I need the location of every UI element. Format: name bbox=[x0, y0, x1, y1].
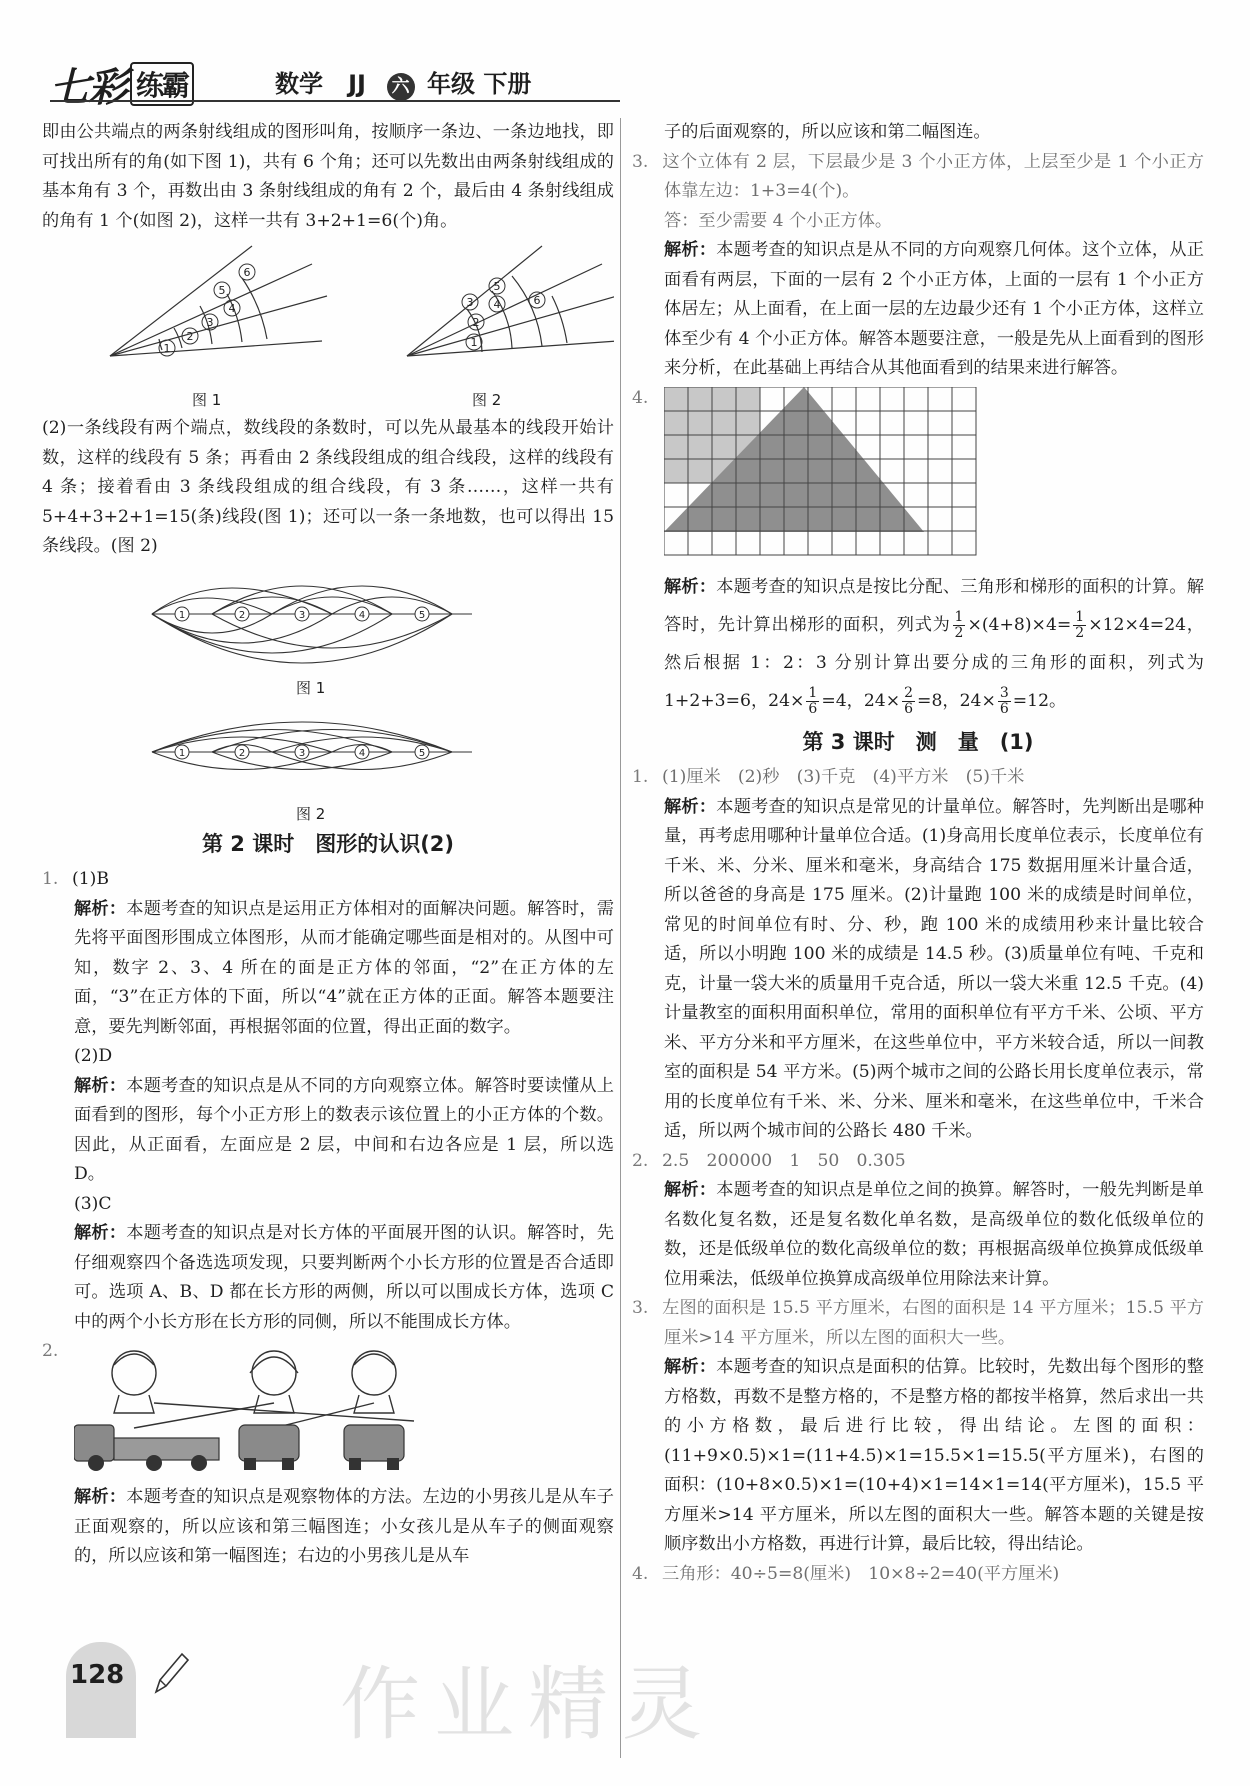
svg-text:1: 1 bbox=[470, 336, 478, 349]
answer-1c: (3)C bbox=[74, 1193, 112, 1214]
measure-analysis-3: 本题考查的知识点是面积的估算。比较时，先数出每个图形的整方格数，再数不是整方格的，不是整方格的都按半格算，然后求出一共的小方格数，最后进行比较，得出结论。左图的面积：(11+9×0.5)×1=(11+4.5)×1=15.5×1=15.5(平方厘米)，右图的面积：(10+8×0.5)×1=(10+4)×1=14×1=14(平方厘米)，15.5 平方厘米>14 平方厘米，所以左图的面积大一些。解答本题的关键是按顺序数出小方格数，再进行计算，最后比较，得出结论。 bbox=[664, 1357, 1204, 1554]
truck-observation-illustration bbox=[74, 1343, 614, 1473]
measure-question-2 bbox=[632, 1147, 1204, 1295]
segment-figure-caption-1: 图 1 bbox=[296, 678, 326, 697]
svg-text:2: 2 bbox=[472, 316, 480, 329]
left-column bbox=[42, 118, 614, 1572]
page-number-badge bbox=[66, 1642, 136, 1738]
svg-text:1: 1 bbox=[178, 609, 186, 621]
measure-analysis-1: 本题考查的知识点是常见的计量单位。解答时，先判断出是哪种量，再考虑用哪种计量单位合适。(1)身高用长度单位表示，长度单位有千米、米、分米、厘米和毫米，身高结合 175 数据用厘米计量合适，所以爸爸的身高是 175 厘米。(2)计量跑 100 米的成绩是时间单位，常见的时间单位有时、分、秒，跑 100 米的成绩用秒来计量比较合适，所以小明跑 100 米的成绩是 14.5 秒。(3)质量单位有吨、千克和克，计量一袋大米的质量用千克合适，所以一袋大米重 12.5 千克。(4)计量教室的面积用面积单位，常用的面积单位有平方千米、公顷、平方米、平方分米和平方厘米，在这些单位中，平方米较合适，所以一间教室的面积是 54 平方米。(5)两个城市之间的公路长用长度单位表示，常用的长度单位有千米、米、分米、厘米和毫米，在这些单位中，千米合适，所以两个城市间的公路长 480 千米。 bbox=[664, 796, 1204, 1141]
segment-diagram bbox=[42, 562, 614, 822]
analysis-4-part-a: 本题考查的知识点是按比分配、三角形和梯形的面积的计算。解答时，先计算出梯形的面积，列式为 bbox=[664, 576, 1204, 635]
question-number: 4. bbox=[632, 1563, 649, 1584]
fraction-one-half: $\frac{1}{2}$ bbox=[954, 608, 964, 641]
angle-figure-caption-1: 图 1 bbox=[192, 391, 222, 409]
measure-answer-1: (1)厘米 (2)秒 (3)千克 (4)平方米 (5)千米 bbox=[662, 767, 1025, 787]
analysis-4-part-d: =4，24× bbox=[821, 690, 901, 711]
answer-3: 答：至少需要 4 个小正方体。 bbox=[664, 210, 893, 231]
pencil-icon bbox=[150, 1648, 190, 1698]
svg-text:6: 6 bbox=[243, 266, 251, 279]
subject-name: 数学 bbox=[275, 70, 323, 98]
page-number: 128 bbox=[70, 1660, 125, 1690]
question-number: 2. bbox=[632, 1150, 649, 1171]
svg-text:2: 2 bbox=[238, 609, 246, 621]
svg-text:5: 5 bbox=[218, 284, 226, 297]
grid-triangle-figure bbox=[664, 387, 984, 557]
segment-explanation: (2)一条线段有两个端点，数线段的条数时，可以先从最基本的线段开始计数，这样的线段有 5 条；再看由 2 条线段组成的组合线段，这样的线段有 4 条；接着看由 3 条线段组成的组合线段，有 3 条……，这样一共有 5+4+3+2+1=15(条)线段(图 1)；还可以一条一条地数，也可以得出 15 条线段。(图 2) bbox=[42, 418, 614, 556]
segment-figures bbox=[42, 562, 614, 822]
svg-text:2: 2 bbox=[238, 747, 246, 759]
measure-answer-2: 2.5 200000 1 50 0.305 bbox=[662, 1150, 906, 1171]
svg-text:3: 3 bbox=[466, 296, 474, 309]
analysis-label: 解析： bbox=[74, 1075, 127, 1096]
measure-question-1 bbox=[632, 763, 1204, 1147]
analysis-label: 解析： bbox=[74, 1223, 127, 1243]
angle-figure-caption-2: 图 2 bbox=[472, 391, 502, 409]
svg-text:3: 3 bbox=[206, 316, 214, 329]
logo-box-text: 练霸 bbox=[130, 62, 194, 106]
analysis-2: 本题考查的知识点是观察物体的方法。左边的小男孩儿是从车子正面观察的，所以应该和第三幅图连；小女孩儿是从车子的侧面观察的，所以应该和第一幅图连；右边的小男孩儿是从车 bbox=[74, 1487, 614, 1566]
measure-answer-3: 左图的面积是 15.5 平方厘米，右图的面积是 14 平方厘米；15.5 平方厘米>14 平方厘米，所以左图的面积大一些。 bbox=[662, 1298, 1204, 1348]
svg-text:4: 4 bbox=[358, 609, 366, 621]
header-rule bbox=[50, 100, 620, 102]
question-number: 1. bbox=[632, 767, 649, 787]
svg-text:4: 4 bbox=[358, 747, 366, 759]
answer-1a: (1)B bbox=[72, 869, 109, 889]
question-3 bbox=[632, 148, 1204, 384]
question-number: 3. bbox=[632, 1298, 649, 1318]
question-number: 3. bbox=[632, 151, 649, 172]
analysis-1b: 本题考查的知识点是从不同的方向观察立体。解答时要读懂从上面看到的图形，每个小正方形上的数表示该位置上的小正方体的个数。因此，从正面看，左面应是 2 层，中间和右边各应是 1 层，所以选 D。 bbox=[74, 1075, 614, 1184]
question-number: 1. bbox=[42, 869, 59, 889]
question-number: 4. bbox=[632, 387, 649, 408]
watermark: 作业精灵 bbox=[340, 1658, 716, 1751]
segment-figure-caption-2: 图 2 bbox=[296, 804, 326, 823]
edition-code: JJ bbox=[348, 70, 366, 98]
question-4 bbox=[632, 384, 1204, 720]
section-title-lesson-2: 第 2 课时 图形的认识(2) bbox=[201, 831, 455, 856]
fraction-one-half: $\frac{1}{2}$ bbox=[1075, 608, 1085, 641]
fraction-one-sixth: $\frac{1}{6}$ bbox=[808, 684, 818, 717]
analysis-label: 解析： bbox=[664, 1180, 717, 1200]
analysis-1a: 本题考查的知识点是运用正方体相对的面解决问题。解答时，需先将平面图形围成立体图形，从而才能确定哪些面是相对的。从图中可知，数字 2、3、4 所在的面是正方体的邻面，“2”在正方体的左面，“3”在正方体的下面，所以“4”就在正方体的正面。解答本题要注意，要先判断邻面，再根据邻面的位置，得出正面的数字。 bbox=[74, 898, 614, 1037]
svg-text:5: 5 bbox=[493, 280, 501, 293]
svg-text:5: 5 bbox=[418, 609, 426, 621]
angle-diagram bbox=[42, 236, 614, 414]
angle-figures bbox=[42, 236, 614, 414]
analysis-label: 解析： bbox=[664, 796, 717, 817]
analysis-4-part-e: =8，24× bbox=[917, 690, 996, 711]
answer-1b: (2)D bbox=[74, 1046, 113, 1066]
analysis-label: 解析： bbox=[664, 240, 717, 260]
analysis-1c: 本题考查的知识点是对长方体的平面展开图的认识。解答时，先仔细观察四个备选选项发现，只要判断两个小长方形的位置是否合适即可。选项 A、B、D 都在长方形的两侧，所以可以围成长方体，选项 C 中的两个小长方形在长方形的同侧，所以不能围成长方体。 bbox=[74, 1223, 614, 1332]
subject-line bbox=[275, 64, 531, 101]
logo-text: 七彩 bbox=[50, 64, 126, 111]
analysis-label: 解析： bbox=[664, 576, 717, 597]
svg-text:6: 6 bbox=[533, 294, 541, 307]
page-header bbox=[50, 56, 620, 111]
column-divider bbox=[620, 118, 621, 1758]
analysis-3: 本题考查的知识点是从不同的方向观察几何体。这个立体，从正面看有两层，下面的一层有 2 个小正方体，上面的一层有 1 个小正方体居左；从上面看，在上面一层的左边最少还有 1 个小正方体，这样立体至少有 4 个小正方体。解答本题要注意，一般是先从上面看到的图形来分析，在此基础上再结合从其他面看到的结果来进行解答。 bbox=[664, 240, 1204, 378]
measure-answer-4: 三角形：40÷5=8(厘米) 10×8÷2=40(平方厘米) bbox=[662, 1563, 1060, 1584]
brand-logo bbox=[50, 56, 194, 113]
analysis-4-part-c: ×12×4=24，然后根据 1：2：3 分别计算出要分成的三角形的面积，列式为 1+2+3=6，24× bbox=[664, 614, 1204, 711]
svg-text:4: 4 bbox=[228, 302, 236, 315]
analysis-4-part-f: =12。 bbox=[1012, 690, 1067, 711]
solution-3: 这个立体有 2 层，下层最少是 3 个小正方体，上层至少是 1 个小正方体靠左边：1+3=4(个)。 bbox=[662, 151, 1204, 201]
grade-text: 年级 下册 bbox=[427, 70, 532, 98]
continued-analysis-2: 子的后面观察的，所以应该和第二幅图连。 bbox=[664, 122, 991, 142]
analysis-4-part-b: ×(4+8)×4= bbox=[967, 614, 1072, 635]
measure-question-3 bbox=[632, 1294, 1204, 1560]
analysis-label: 解析： bbox=[74, 898, 127, 919]
section-title-lesson-3: 第 3 课时 测 量 (1) bbox=[802, 729, 1034, 754]
question-2 bbox=[42, 1337, 614, 1572]
measure-analysis-2: 本题考查的知识点是单位之间的换算。解答时，一般先判断是单名数化复名数，还是复名数化单名数，是高级单位的数化低级单位的数，还是低级单位的数化高级单位的数；再根据高级单位换算成低级单位用乘法，低级单位换算成高级单位用除法来计算。 bbox=[664, 1180, 1204, 1289]
svg-text:1: 1 bbox=[163, 342, 171, 355]
svg-text:5: 5 bbox=[418, 747, 426, 759]
measure-question-4 bbox=[632, 1560, 1204, 1590]
grade-badge: 六 bbox=[387, 73, 415, 101]
analysis-label: 解析： bbox=[664, 1357, 717, 1377]
svg-text:1: 1 bbox=[178, 747, 186, 759]
question-1 bbox=[42, 865, 614, 1337]
svg-text:3: 3 bbox=[298, 747, 306, 759]
svg-text:4: 4 bbox=[493, 298, 501, 311]
right-column bbox=[632, 118, 1204, 1589]
svg-text:3: 3 bbox=[298, 609, 306, 621]
question-number: 2. bbox=[42, 1341, 59, 1361]
analysis-label: 解析： bbox=[74, 1487, 127, 1507]
fraction-three-sixths: $\frac{3}{6}$ bbox=[999, 684, 1009, 717]
angle-explanation: 即由公共端点的两条射线组成的图形叫角，按顺序一条边、一条边地找，即可找出所有的角(如下图 1)，共有 6 个角；还可以先数出由两条射线组成的基本角有 3 个，再数出由 3 条射线组成的角有 2 个，最后由 4 条射线组成的角有 1 个(如图 2)，这样一共有 3+2+1=6(个)角。 bbox=[42, 122, 614, 231]
fraction-two-sixths: $\frac{2}{6}$ bbox=[904, 684, 914, 717]
svg-text:2: 2 bbox=[186, 330, 194, 343]
